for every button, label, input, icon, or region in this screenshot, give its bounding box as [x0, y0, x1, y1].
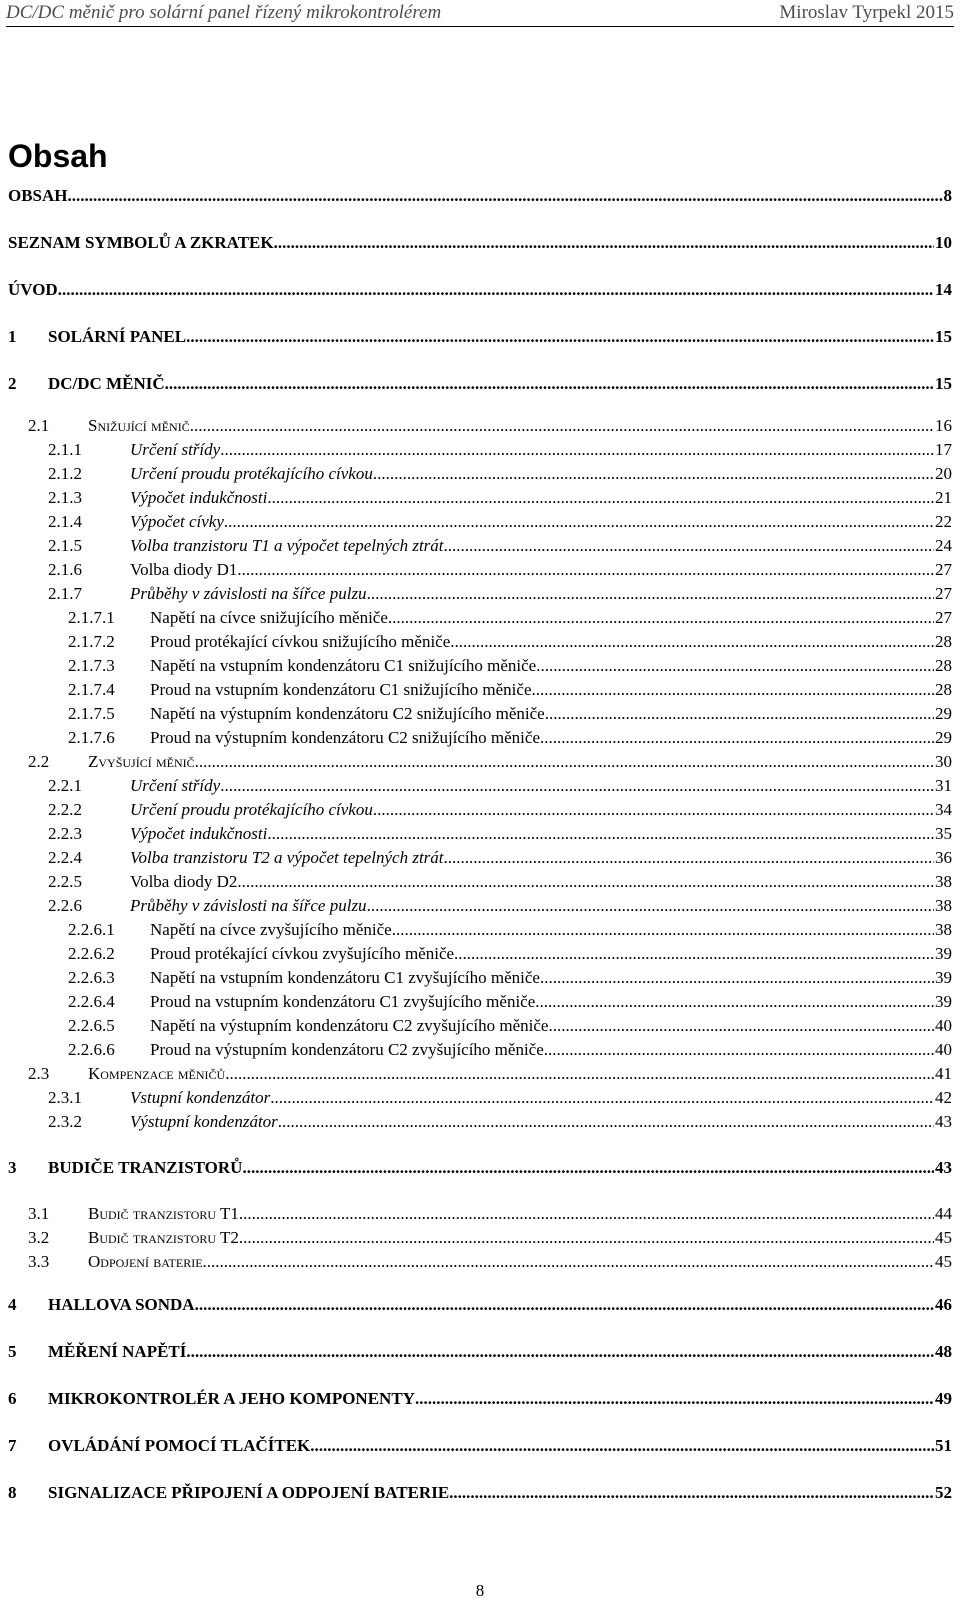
toc-entry[interactable]: [0, 511, 960, 533]
toc-leader-dots: [449, 1482, 934, 1504]
toc-entry-page: 28: [935, 632, 952, 651]
toc-entry-number: 2.1.1: [48, 440, 82, 459]
toc-leader-dots: [548, 1015, 934, 1037]
toc-entry[interactable]: [0, 1388, 960, 1410]
toc-entry-number: 2.1.2: [48, 464, 82, 483]
toc-leader-dots: [190, 415, 934, 437]
toc-entry-title: Volba tranzistoru T1 a výpočet tepelných ztrát: [130, 536, 444, 555]
toc-entry-title: Zvyšující měnič: [88, 752, 195, 771]
toc-entry[interactable]: [0, 1435, 960, 1457]
toc-entry-number: 2.1.6: [48, 560, 82, 579]
toc-leader-dots: [310, 1435, 934, 1457]
toc-entry-number: 5: [8, 1342, 17, 1361]
toc-entry-number: 3: [8, 1158, 17, 1177]
toc-entry[interactable]: [0, 185, 960, 207]
toc-entry-number: 6: [8, 1389, 17, 1408]
toc-entry[interactable]: [0, 991, 960, 1013]
toc-entry-page: 28: [935, 680, 952, 699]
toc-entry-title: BUDIČE TRANZISTORŮ: [48, 1158, 243, 1177]
toc-entry-page: 43: [935, 1158, 952, 1177]
toc-entry-title: Výpočet cívky: [130, 512, 224, 531]
toc-entry-title: Výstupní kondenzátor: [130, 1112, 278, 1131]
toc-entry[interactable]: [0, 559, 960, 581]
toc-leader-dots: [450, 631, 934, 653]
toc-leader-dots: [545, 703, 934, 725]
toc-leader-dots: [237, 871, 934, 893]
toc-leader-dots: [220, 439, 934, 461]
toc-entry-title: Napětí na vstupním kondenzátoru C1 snižujícího měniče: [150, 656, 537, 675]
toc-entry[interactable]: [0, 823, 960, 845]
toc-entry[interactable]: [0, 487, 960, 509]
toc-leader-dots: [274, 232, 934, 254]
toc-entry-number: 2.2.3: [48, 824, 82, 843]
toc-entry-number: 7: [8, 1436, 17, 1455]
toc-entry-page: 40: [935, 1016, 952, 1035]
toc-leader-dots: [195, 1294, 934, 1316]
toc-entry-number: 2.1.7.3: [68, 656, 115, 675]
toc-entry-title: Proud na výstupním kondenzátoru C2 snižujícího měniče: [150, 728, 540, 747]
toc-leader-dots: [444, 535, 934, 557]
toc-entry-title: Volba diody D1: [130, 560, 238, 579]
toc-entry-title: SOLÁRNÍ PANEL: [48, 327, 187, 346]
toc-entry-page: 38: [935, 920, 952, 939]
toc-entry-page: 44: [935, 1204, 952, 1223]
toc-entry-page: 27: [935, 560, 952, 579]
toc-leader-dots: [239, 1203, 934, 1225]
toc-entry-page: 43: [935, 1112, 952, 1131]
toc-leader-dots: [278, 1111, 934, 1133]
toc-entry-number: 2.2: [28, 752, 50, 771]
toc-entry-number: 2.3.1: [48, 1088, 82, 1107]
toc-entry-number: 2.1.7: [48, 584, 82, 603]
toc-entry-title: Průběhy v závislosti na šířce pulzu: [130, 584, 367, 603]
toc-entry-page: 34: [935, 800, 952, 819]
toc-entry[interactable]: [0, 1482, 960, 1504]
toc-entry-number: 3.1: [28, 1204, 50, 1223]
toc-entry-title: Napětí na cívce zvyšujícího měniče: [150, 920, 392, 939]
toc-entry-page: 29: [935, 704, 952, 723]
toc-entry-title: Proud na vstupním kondenzátoru C1 zvyšujícího měniče: [150, 992, 536, 1011]
toc-entry-title: Napětí na výstupním kondenzátoru C2 snižujícího měniče: [150, 704, 545, 723]
toc-entry-number: 2.1.7.2: [68, 632, 115, 651]
toc-entry[interactable]: [0, 895, 960, 917]
toc-leader-dots: [373, 799, 934, 821]
toc-leader-dots: [186, 1341, 934, 1363]
toc-entry-title: MIKROKONTROLÉR A JEHO KOMPONENTY: [48, 1389, 415, 1408]
toc-entry[interactable]: [0, 919, 960, 941]
toc-entry-title: DC/DC MĚNIČ: [48, 374, 165, 393]
header-title: DC/DC měnič pro solární panel řízený mikrokontrolérem: [6, 2, 442, 23]
toc-entry-page: 15: [935, 374, 952, 393]
toc-entry[interactable]: [0, 943, 960, 965]
toc-entry-page: 24: [935, 536, 952, 555]
toc-entry-title: Určení střídy: [130, 440, 221, 459]
toc-entry[interactable]: [0, 463, 960, 485]
toc-leader-dots: [544, 1039, 934, 1061]
toc-entry-number: 2.1.7.6: [68, 728, 115, 747]
toc-entry-page: 8: [943, 186, 952, 205]
toc-entry-number: 2.3.2: [48, 1112, 82, 1131]
toc-entry-page: 45: [935, 1228, 952, 1247]
toc-entry-title: Volba diody D2: [130, 872, 238, 891]
toc-entry-number: 2.2.5: [48, 872, 82, 891]
toc-entry[interactable]: [0, 373, 960, 395]
toc-entry-page: 51: [935, 1436, 952, 1455]
toc-entry-number: 2.2.6.6: [68, 1040, 115, 1059]
toc-leader-dots: [267, 823, 934, 845]
toc-entry-page: 21: [935, 488, 952, 507]
page-number: 8: [475, 1581, 485, 1600]
toc-leader-dots: [373, 463, 934, 485]
toc-leader-dots: [367, 583, 934, 605]
toc-leader-dots: [454, 943, 934, 965]
toc-entry-page: 31: [935, 776, 952, 795]
toc-entry[interactable]: [0, 775, 960, 797]
toc-entry[interactable]: [0, 1087, 960, 1109]
toc-entry-page: 38: [935, 896, 952, 915]
toc-leader-dots: [415, 1388, 934, 1410]
toc-entry-title: Proud na vstupním kondenzátoru C1 snižujícího měniče: [150, 680, 532, 699]
toc-leader-dots: [267, 487, 934, 509]
toc-leader-dots: [58, 279, 934, 301]
toc-leader-dots: [195, 751, 934, 773]
toc-entry-number: 2.2.6.4: [68, 992, 115, 1011]
toc-entry-number: 1: [8, 327, 17, 346]
toc-entry-page: 39: [935, 944, 952, 963]
toc-entry[interactable]: [0, 1111, 960, 1133]
toc-entry-title: Průběhy v závislosti na šířce pulzu: [130, 896, 367, 915]
toc-entry-title: HALLOVA SONDA: [48, 1295, 195, 1314]
toc-entry-title: Napětí na cívce snižujícího měniče: [150, 608, 388, 627]
toc-entry[interactable]: [0, 655, 960, 677]
toc-leader-dots: [225, 1063, 934, 1085]
toc-entry-title: Budič tranzistoru T2: [88, 1228, 239, 1247]
toc-entry-page: 35: [935, 824, 952, 843]
toc-leader-dots: [535, 991, 934, 1013]
toc-entry-title: Výpočet indukčnosti: [130, 488, 268, 507]
toc-entry[interactable]: [0, 1251, 960, 1273]
toc-entry[interactable]: [0, 751, 960, 773]
toc-entry[interactable]: [0, 631, 960, 653]
toc-entry-page: 29: [935, 728, 952, 747]
toc-entry-title: Kompenzace měničů: [88, 1064, 226, 1083]
toc-entry-number: 2.1.7.5: [68, 704, 115, 723]
toc-entry-title: Proud protékající cívkou zvyšujícího měniče: [150, 944, 455, 963]
toc-entry-page: 27: [935, 584, 952, 603]
toc-entry-page: 52: [935, 1483, 952, 1502]
toc-entry[interactable]: [0, 415, 960, 437]
toc-entry-number: 2.2.1: [48, 776, 82, 795]
toc-entry-page: 20: [935, 464, 952, 483]
toc-entry-number: 8: [8, 1483, 17, 1502]
toc-entry-page: 22: [935, 512, 952, 531]
toc-entry-title: SIGNALIZACE PŘIPOJENÍ A ODPOJENÍ BATERIE: [48, 1483, 450, 1502]
toc-entry-number: 4: [8, 1295, 17, 1314]
toc-entry-number: 2.2.6.5: [68, 1016, 115, 1035]
toc-leader-dots: [220, 775, 934, 797]
toc-entry[interactable]: [0, 326, 960, 348]
toc-entry-number: 2.1.7.1: [68, 608, 115, 627]
toc-entry-number: 3.2: [28, 1228, 50, 1247]
toc-entry-title: Budič tranzistoru T1: [88, 1204, 239, 1223]
toc-entry-number: 2.1.4: [48, 512, 82, 531]
toc-entry-number: 3.3: [28, 1252, 50, 1271]
toc-entry[interactable]: [0, 1227, 960, 1249]
toc-entry-page: 36: [935, 848, 952, 867]
toc-entry[interactable]: [0, 703, 960, 725]
toc-entry-number: 2.1.7.4: [68, 680, 115, 699]
toc-entry-title: OVLÁDÁNÍ POMOCÍ TLAČÍTEK: [48, 1436, 311, 1455]
toc-leader-dots: [186, 326, 934, 348]
toc-entry[interactable]: [0, 1063, 960, 1085]
toc-entry-title: SEZNAM SYMBOLŮ A ZKRATEK: [8, 233, 274, 252]
toc-entry[interactable]: [0, 439, 960, 461]
toc-entry-page: 14: [935, 280, 952, 299]
toc-entry-page: 39: [935, 992, 952, 1011]
toc-entry[interactable]: [0, 799, 960, 821]
toc-entry-page: 28: [935, 656, 952, 675]
toc-entry-page: 16: [935, 416, 952, 435]
toc-entry-page: 15: [935, 327, 952, 346]
toc-entry-title: Určení střídy: [130, 776, 221, 795]
toc-entry-title: Snižující měnič: [88, 416, 190, 435]
toc-leader-dots: [203, 1251, 934, 1273]
toc-entry[interactable]: [0, 279, 960, 301]
toc-entry[interactable]: [0, 871, 960, 893]
toc-entry-title: Určení proudu protékajícího cívkou: [130, 464, 373, 483]
toc-entry[interactable]: [0, 727, 960, 749]
toc-leader-dots: [224, 511, 934, 533]
toc-entry[interactable]: [0, 607, 960, 629]
toc-entry-number: 2: [8, 374, 17, 393]
toc-entry-number: 2.2.6.3: [68, 968, 115, 987]
toc-leader-dots: [392, 919, 934, 941]
toc-entry-page: 10: [935, 233, 952, 252]
toc-entry[interactable]: [0, 679, 960, 701]
toc-entry-page: 45: [935, 1252, 952, 1271]
toc-entry-title: Volba tranzistoru T2 a výpočet tepelných ztrát: [130, 848, 444, 867]
toc-entry-number: 2.2.4: [48, 848, 82, 867]
toc-leader-dots: [68, 185, 943, 207]
toc-entry-title: Výpočet indukčnosti: [130, 824, 268, 843]
toc-entry-page: 39: [935, 968, 952, 987]
toc-entry-number: 2.2.2: [48, 800, 82, 819]
toc-entry-title: ÚVOD: [8, 280, 58, 299]
toc-heading: Obsah: [8, 138, 108, 174]
toc-entry[interactable]: [0, 535, 960, 557]
toc-entry-number: 2.2.6: [48, 896, 82, 915]
toc-entry-page: 17: [935, 440, 952, 459]
toc-leader-dots: [444, 847, 934, 869]
toc-entry-number: 2.2.6.2: [68, 944, 115, 963]
toc-entry-number: 2.3: [28, 1064, 50, 1083]
toc-entry[interactable]: [0, 1203, 960, 1225]
toc-entry-title: Napětí na vstupním kondenzátoru C1 zvyšujícího měniče: [150, 968, 540, 987]
toc-entry-title: Odpojení baterie: [88, 1252, 203, 1271]
toc-leader-dots: [270, 1087, 934, 1109]
toc-entry-title: Vstupní kondenzátor: [130, 1088, 271, 1107]
toc-entry-page: 42: [935, 1088, 952, 1107]
toc-leader-dots: [237, 559, 934, 581]
header-author-year: Miroslav Tyrpekl 2015: [779, 2, 954, 23]
toc-leader-dots: [367, 895, 934, 917]
toc-entry-title: OBSAH: [8, 186, 68, 205]
toc-entry[interactable]: [0, 847, 960, 869]
toc-entry-number: 2.1.5: [48, 536, 82, 555]
toc-entry-page: 40: [935, 1040, 952, 1059]
toc-entry-number: 2.2.6.1: [68, 920, 115, 939]
toc-leader-dots: [540, 727, 934, 749]
toc-entry[interactable]: [0, 967, 960, 989]
toc-entry-title: Proud protékající cívkou snižujícího měniče: [150, 632, 451, 651]
toc-entry[interactable]: [0, 1015, 960, 1037]
toc-leader-dots: [165, 373, 934, 395]
toc-entry[interactable]: [0, 1341, 960, 1363]
toc-entry-title: Proud na výstupním kondenzátoru C2 zvyšujícího měniče: [150, 1040, 544, 1059]
toc-leader-dots: [239, 1227, 934, 1249]
toc-entry-number: 2.1.3: [48, 488, 82, 507]
toc-entry-page: 27: [935, 608, 952, 627]
toc-entry-page: 46: [935, 1295, 952, 1314]
toc-leader-dots: [242, 1157, 934, 1179]
toc-entry-page: 30: [935, 752, 952, 771]
toc-entry-number: 2.1: [28, 416, 50, 435]
toc-entry[interactable]: [0, 1294, 960, 1316]
toc-entry[interactable]: [0, 1157, 960, 1179]
toc-entry-title: Určení proudu protékajícího cívkou: [130, 800, 373, 819]
toc-leader-dots: [540, 967, 934, 989]
toc-leader-dots: [532, 679, 935, 701]
toc-entry-page: 41: [935, 1064, 952, 1083]
toc-entry[interactable]: [0, 1039, 960, 1061]
toc-entry-page: 38: [935, 872, 952, 891]
toc-entry-title: Napětí na výstupním kondenzátoru C2 zvyšujícího měniče: [150, 1016, 549, 1035]
toc-entry[interactable]: [0, 232, 960, 254]
toc-entry-title: MĚŘENÍ NAPĚTÍ: [48, 1342, 187, 1361]
toc-entry[interactable]: [0, 583, 960, 605]
toc-leader-dots: [388, 607, 934, 629]
toc-leader-dots: [536, 655, 934, 677]
toc-entry-page: 48: [935, 1342, 952, 1361]
toc-entry-page: 49: [935, 1389, 952, 1408]
